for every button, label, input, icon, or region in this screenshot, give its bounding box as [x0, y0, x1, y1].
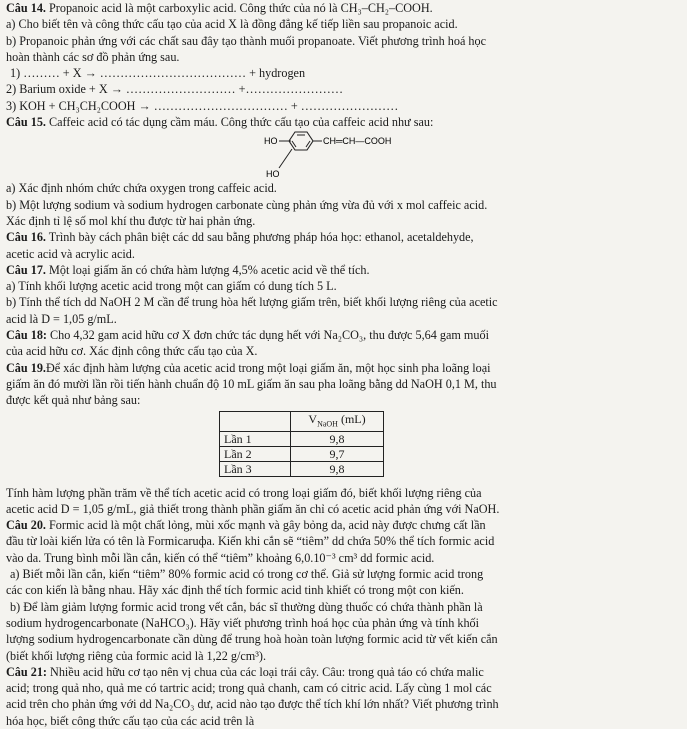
- titration-table: [219, 411, 384, 477]
- q14-reaction-1: 1) ……… + X → ……………………………… + hydrogen: [10, 66, 306, 81]
- q18-cont: của acid hữu cơ. Xác định công thức cấu tạo của X.: [6, 344, 258, 359]
- q17-title: Câu 17. Một loại giấm ăn có chứa hàm lượng 4,5% acetic acid về thể tích.: [6, 262, 370, 277]
- mol-ho-bottom: HO: [266, 169, 280, 180]
- q20-cont-1: đầu từ loài kiến lửa có tên là Formicaruфa. Kiến khi cắn sẽ “tiêm” dd chứa 50% thể tích formic acid: [6, 534, 495, 549]
- q15-part-b: b) Một lượng sodium và sodium hydrogen carbonate cùng phản ứng vừa đủ với x mol caffeic acid.: [6, 197, 488, 212]
- table-header-volume: $V_{NaOH}$ (mL): [291, 411, 384, 431]
- q19-title: Câu 19.Để xác định hàm lượng của acetic acid trong một loại giấm ăn, một học sinh pha loãng loại: [6, 360, 491, 375]
- q21-title: Câu 21: Nhiều acid hữu cơ tạo nên vị chua của các loại trái cây. Câu: trong quả táo có chứa malic: [6, 664, 484, 679]
- q19-question: Tính hàm lượng phần trăm về thể tích acetic acid có trong loại giấm đó, biết khối lượng riêng của: [6, 485, 482, 500]
- caffeic-acid-structure: [6, 130, 679, 180]
- table-row: Lần 3 9,8: [220, 461, 384, 476]
- table-row: Lần 2 9,7: [220, 446, 384, 461]
- q16-cont: acetic acid và acrylic acid.: [6, 246, 135, 261]
- q17-part-a: a) Tính khối lượng acetic acid trong một can giấm có dung tích 5 L.: [6, 279, 337, 294]
- q20-part-b-cont-3: (biết khối lượng riêng của formic acid là 1,22 g/cm³).: [6, 648, 267, 663]
- q15-part-b-cont: Xác định tỉ lệ số mol khí thu được từ hai phản ứng.: [6, 213, 256, 228]
- mol-side-chain: CH═CH—COOH: [323, 136, 392, 147]
- q18-title: Câu 18: Cho 4,32 gam acid hữu cơ X đơn chức tác dụng hết với Na₂CO₃, thu được 5,64 gam muối: [6, 328, 489, 343]
- q14-title: Câu 14. Propanoic acid là một carboxylic acid. Công thức của nó là CH₃–CH₂–COOH.: [6, 1, 433, 15]
- q19-question-cont: acetic acid D = 1,05 g/mL, giả thiết trong thành phần giấm ăn chỉ có acetic acid phản ứng với NaOH.: [6, 501, 500, 516]
- mol-ho-top: HO: [264, 136, 278, 147]
- q14-reaction-3: 3) KOH + CH₃CH₂COOH → …………………………… + ……………………: [6, 98, 399, 113]
- q20-title: Câu 20. Formic acid là một chất lỏng, mùi xốc mạnh và gây bỏng da, acid này được chưng cất lần: [6, 518, 486, 533]
- table-row: Lần 1 9,8: [220, 431, 384, 446]
- q20-part-b-cont-2: lượng sodium hydrogencarbonate cần dùng để trung hoà hoàn toàn lượng formic acid từ vết kiến cắn: [6, 632, 498, 647]
- q16-title: Câu 16. Trình bày cách phân biệt các dd sau bằng phương pháp hóa học: ethanol, acetaldehyde,: [6, 230, 474, 245]
- q21-cont-3: hóa học, biết công thức cấu tạo của các acid trên là: [6, 713, 255, 728]
- q17-part-b: b) Tính thể tích dd NaOH 2 M cần để trung hòa hết lượng giấm trên, biết khối lượng riêng của acetic: [6, 295, 498, 310]
- q20-part-a: a) Biết mỗi lần cắn, kiến “tiêm” 80% formic acid có trong cơ thể. Giả sử lượng formic acid trong: [10, 567, 484, 582]
- q19-cont-2: được kết quả như bảng sau:: [6, 393, 141, 408]
- q15-part-a: a) Xác định nhóm chức chứa oxygen trong caffeic acid.: [6, 181, 277, 196]
- q14-part-a: a) Cho biết tên và công thức cấu tạo của acid X là đồng đẳng kế tiếp liền sau propanoic acid.: [6, 17, 458, 32]
- q20-cont-2: vào da. Trung bình mỗi lần cắn, kiến có thể “tiêm” khoảng 6,0.10⁻³ cm³ dd formic acid.: [6, 550, 435, 565]
- q14-part-b: b) Propanoic phản ứng với các chất sau đây tạo thành muối propanoate. Viết phương trình hoá học: [6, 33, 487, 48]
- q14-reaction-2: 2) Barium oxide + X → ……………………… +……………………: [6, 82, 344, 97]
- q21-cont-1: acid; trong quả nho, quả me có tartric acid; trong quả chanh, cam có citric acid. Lấy cùng 1 mol các: [6, 681, 492, 696]
- q17-part-b-cont: acid là D = 1,05 g/mL.: [6, 311, 117, 326]
- q20-part-a-cont: các con kiến là bằng nhau. Hãy xác định thể tích formic acid tinh khiết có trong một con kiến.: [6, 583, 464, 598]
- q15-title: Câu 15. Caffeic acid có tác dụng cầm máu. Công thức cấu tạo của caffeic acid như sau:: [6, 115, 434, 130]
- titration-table-wrap: [6, 409, 679, 485]
- q20-part-b: b) Để làm giảm lượng formic acid trong vết cắn, bác sĩ thường dùng thuốc có chứa thành phần là: [10, 599, 483, 614]
- q20-part-b-cont-1: sodium hydrogencarbonate (NaHCO₃). Hãy viết phương trình hoá học của phản ứng và tính khối: [6, 615, 480, 630]
- q19-cont-1: giấm ăn đó mười lần rồi tiến hành chuẩn độ 10 mL giấm ăn sau pha loãng bằng dd NaOH 0,1 M, thu: [6, 376, 497, 391]
- mol-bond-ho2: [279, 149, 292, 168]
- q14-part-b-cont: hoàn thành các sơ đồ phản ứng sau.: [6, 49, 180, 64]
- q21-cont-2: acid trên cho phản ứng với dd Na₂CO₃ dư, acid nào tạo được thể tích khí lớn nhất? Viết phương trình: [6, 697, 499, 712]
- table-header-row: [220, 411, 384, 431]
